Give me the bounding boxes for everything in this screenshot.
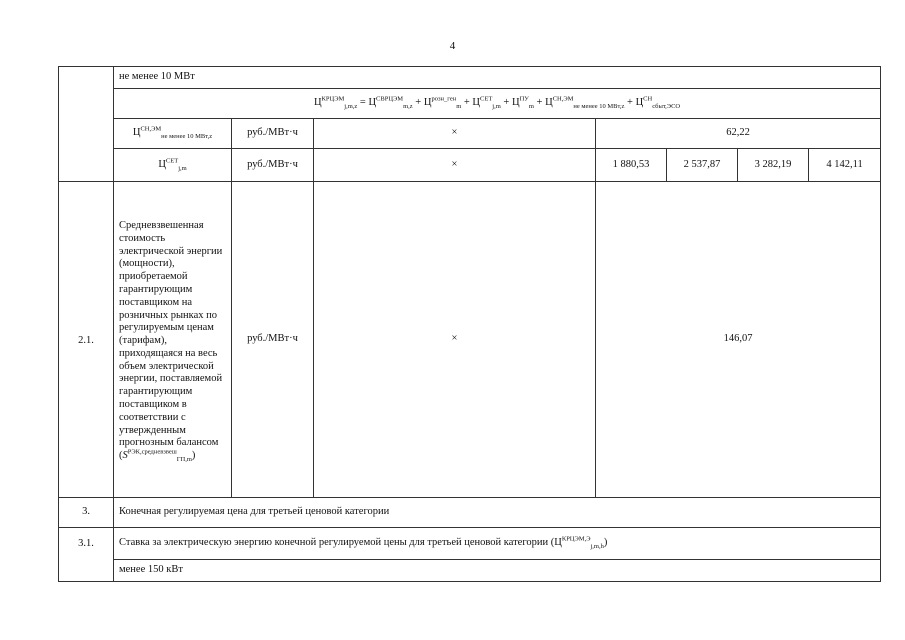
unit-cell: руб./МВт·ч <box>232 119 314 149</box>
value-cell: 1 880,53 <box>596 149 667 182</box>
unit-cell: руб./МВт·ч <box>232 182 314 498</box>
value-cell: 62,22 <box>596 119 881 149</box>
number-cell <box>59 67 114 182</box>
row-number: 3.1. <box>59 528 114 582</box>
cross-cell: × <box>314 182 596 498</box>
formula-row <box>59 89 881 119</box>
table-row <box>59 182 881 498</box>
capacity-note: менее 150 кВт <box>114 560 881 582</box>
value-cell: 4 142,11 <box>809 149 881 182</box>
unit-cell: руб./МВт·ч <box>232 149 314 182</box>
description-cell: Ставка за электрическую энергию конечной регулируемой цены для третьей ценовой категории $(Ц^{КРЦЭМ,Э}_{j,m,h})$ <box>114 528 881 560</box>
table-row <box>59 119 881 149</box>
value-cell: 3 282,19 <box>738 149 809 182</box>
symbol-cell: $Ц^{СН,ЭМ}_{не менее 10 МВт,z}$ <box>114 119 232 149</box>
cross-cell: × <box>314 149 596 182</box>
value-cell: 2 537,87 <box>667 149 738 182</box>
description-cell: Средневзвешенная стоимость электрической энергии (мощности), приобретаемой гарантирующим поставщиком на розничных рынках по регулируемым ценам (тарифам), приходящаяся на весь объем электрической энергии, поставляемой гарантирующим поставщиком в соответствии с утвержденным прогнозным балансом $(S^{РЭК,средневзвеш}_{ГП,m})$ <box>114 182 232 498</box>
cross-cell: × <box>314 119 596 149</box>
table-row <box>59 528 881 560</box>
formula: $Ц^{КРЦЭМ}_{j,m,z} = Ц^{СВРЦЭМ}_{m,z} + Ц^{розн\_ген}_m + Ц^{СЕТ}_{j,m} + Ц^{ПУ}_m + Ц^{СН,ЭМ}_{не менее 10 МВт,z} + Ц^{СН}_{сбыт,ЭСО}$ <box>114 89 881 119</box>
table-row <box>59 149 881 182</box>
row-number: 3. <box>59 498 114 528</box>
table-row <box>59 498 881 528</box>
row-number: 2.1. <box>59 182 114 498</box>
symbol-cell: $Ц^{СЕТ}_{j,m}$ <box>114 149 232 182</box>
table-row <box>59 560 881 582</box>
table-row <box>59 67 881 89</box>
value-cell: 146,07 <box>596 182 881 498</box>
tariff-table <box>58 66 881 582</box>
page-number: 4 <box>449 40 456 52</box>
capacity-note: не менее 10 МВт <box>114 67 881 89</box>
description-cell: Конечная регулируемая цена для третьей ценовой категории <box>114 498 881 528</box>
